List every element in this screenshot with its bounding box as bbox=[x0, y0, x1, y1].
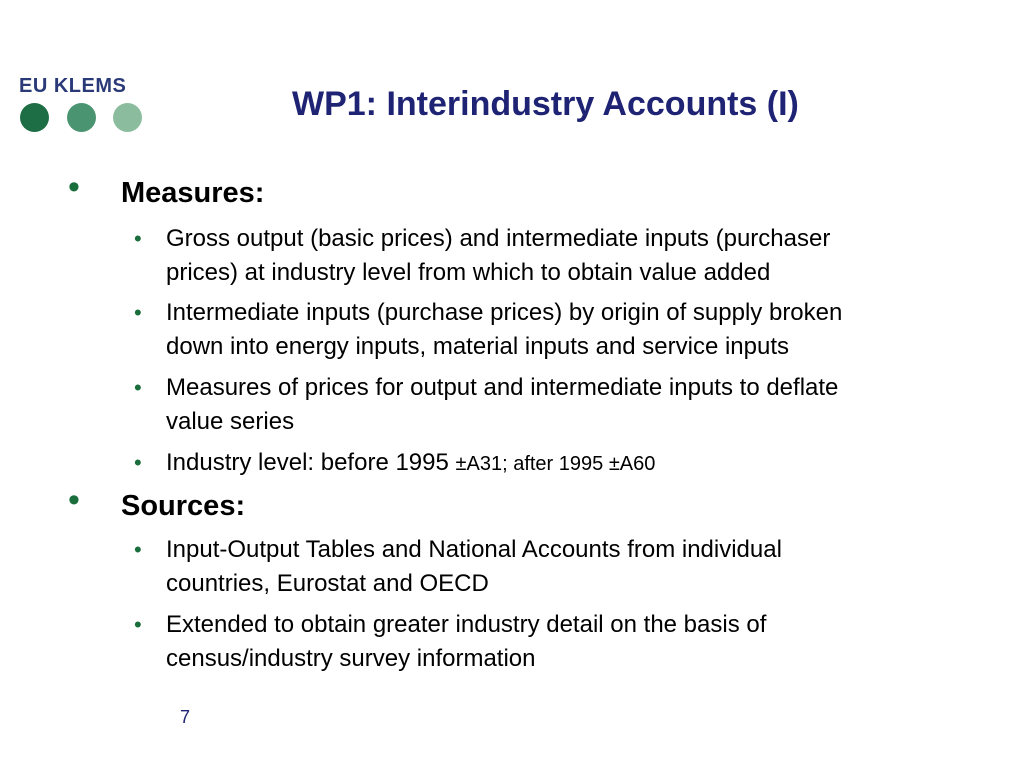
level2-bullet: • bbox=[134, 226, 142, 251]
slide-title: WP1: Interindustry Accounts (I) bbox=[292, 85, 799, 123]
section-heading-sources: Sources: bbox=[121, 490, 246, 522]
bullet-line: Gross output (basic prices) and intermediate inputs (purchaser bbox=[166, 225, 831, 252]
level2-bullet: • bbox=[134, 375, 142, 400]
bullet-item bbox=[166, 533, 986, 601]
bullet-item-industry-level bbox=[166, 446, 986, 481]
level2-bullet: • bbox=[134, 450, 142, 475]
eu-klems-logo bbox=[18, 76, 148, 134]
logo-text: EU KLEMS bbox=[19, 75, 127, 97]
bullet-line: Extended to obtain greater industry detail on the basis of bbox=[166, 611, 767, 638]
logo-dot-1 bbox=[20, 103, 49, 132]
bullet-item bbox=[166, 608, 986, 676]
logo-dot-3 bbox=[113, 103, 142, 132]
bullet-line: down into energy inputs, material inputs and service inputs bbox=[166, 333, 790, 360]
level2-bullet: • bbox=[134, 612, 142, 637]
bullet-line: Input-Output Tables and National Accounts from individual bbox=[166, 536, 782, 563]
bullet-line: census/industry survey information bbox=[166, 645, 536, 672]
level2-bullet: • bbox=[134, 300, 142, 325]
bullet-item bbox=[166, 222, 986, 290]
page-number: 7 bbox=[180, 707, 191, 727]
logo-dot-2 bbox=[67, 103, 96, 132]
level1-bullet: • bbox=[68, 168, 80, 206]
industry-level-detail: ±A31; after 1995 ±A60 bbox=[455, 453, 656, 475]
level1-bullet: • bbox=[68, 481, 80, 519]
bullet-line: countries, Eurostat and OECD bbox=[166, 570, 489, 597]
section-heading-measures: Measures: bbox=[121, 177, 265, 209]
bullet-item bbox=[166, 296, 986, 364]
level2-bullet: • bbox=[134, 537, 142, 562]
industry-level-text: Industry level: before 1995 bbox=[166, 449, 456, 476]
bullet-item bbox=[166, 371, 986, 439]
bullet-line: Intermediate inputs (purchase prices) by origin of supply broken bbox=[166, 299, 843, 326]
bullet-line: value series bbox=[166, 408, 295, 435]
bullet-line: prices) at industry level from which to obtain value added bbox=[166, 259, 771, 286]
bullet-line: Measures of prices for output and intermediate inputs to deflate bbox=[166, 374, 839, 401]
